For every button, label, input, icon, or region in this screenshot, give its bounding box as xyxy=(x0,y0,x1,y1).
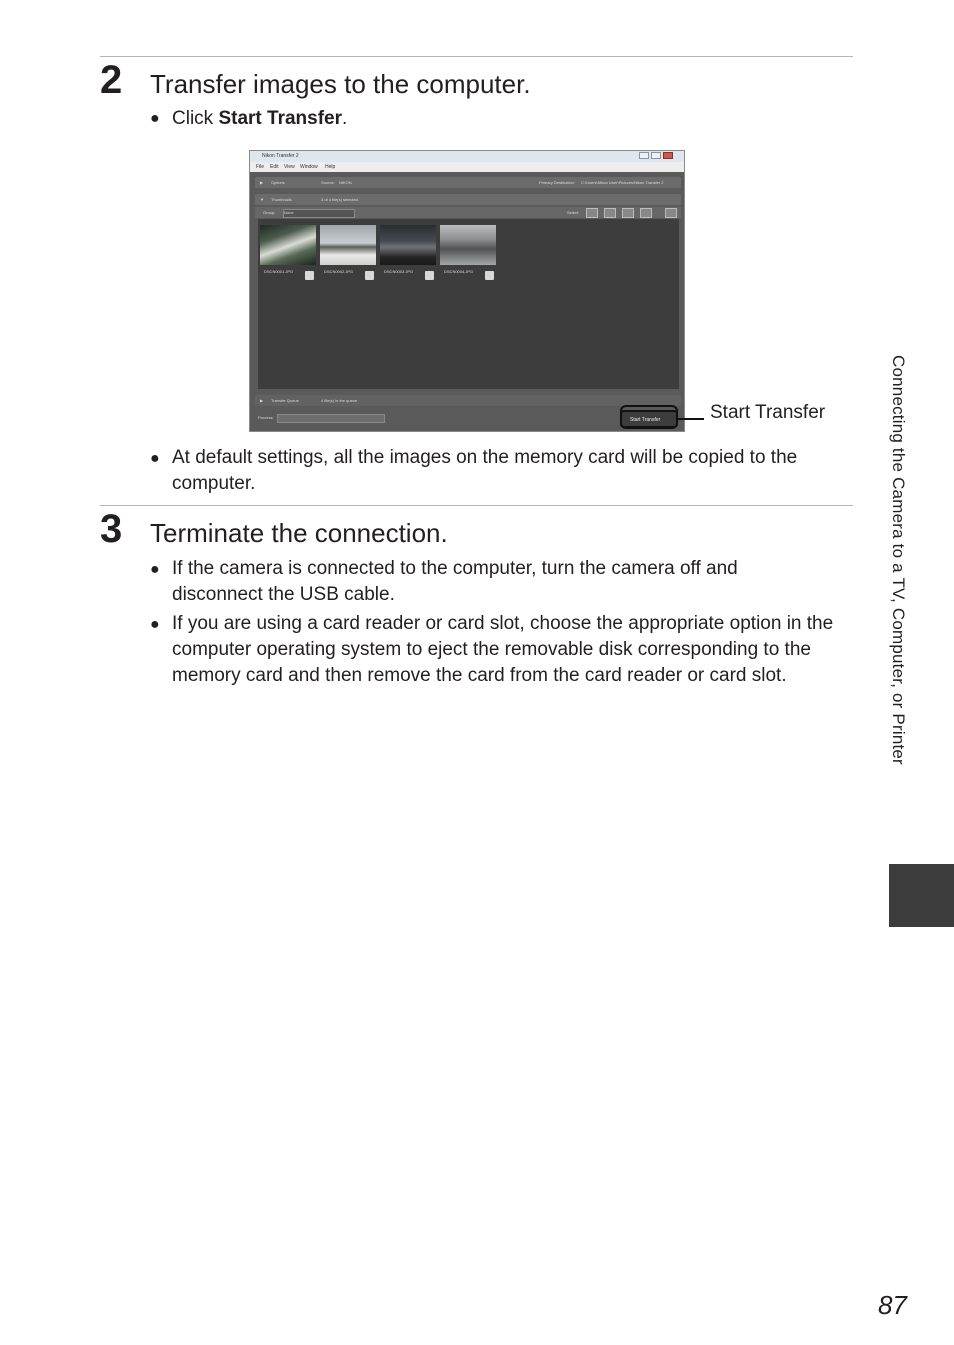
step-3-number: 3 xyxy=(100,507,123,551)
thumbnail-filename: DSCN0001.JPG xyxy=(264,269,294,274)
thumbnails-label: Thumbnails xyxy=(271,197,292,202)
side-tab-marker xyxy=(889,864,954,927)
window-title: Nikon Transfer 2 xyxy=(262,153,299,159)
selected-count: 3 of 4 file(s) selected xyxy=(321,197,358,202)
step-2-title: Transfer images to the computer. xyxy=(150,69,531,99)
thumbnail-item[interactable] xyxy=(380,225,436,274)
step-2-bullet-1: Click Start Transfer. xyxy=(172,108,348,129)
checkbox-checked-icon[interactable] xyxy=(485,271,494,280)
beach-photo xyxy=(320,225,376,265)
thumbnail-filename: DSCN0004.JPG xyxy=(444,269,474,274)
bullet-dot: ● xyxy=(150,110,160,127)
checkbox-checked-icon[interactable] xyxy=(425,271,434,280)
expand-arrow-icon: ▶ xyxy=(260,398,264,403)
expand-arrow-icon: ▶ xyxy=(260,180,264,185)
checkbox-checked-icon[interactable] xyxy=(365,271,374,280)
transfer-queue-bar[interactable] xyxy=(255,395,681,406)
bullet-dot: ● xyxy=(150,616,160,633)
select-all-icon[interactable] xyxy=(586,208,598,218)
step-3-bullet-2: If you are using a card reader or card slot, choose the appropriate option in the computer operating system to eject the removable disk corresponding to the memory card and then remove the card from the card reader or card slot. xyxy=(172,613,834,686)
start-transfer-button[interactable]: Start Transfer xyxy=(620,410,678,428)
menu-file[interactable]: File xyxy=(256,164,265,170)
deselect-icon[interactable] xyxy=(640,208,652,218)
callout-line xyxy=(678,418,704,420)
destination-value: C:\Users\Nikon User\Pictures\Nikon Transfer 2 xyxy=(581,180,664,185)
process-row xyxy=(255,409,681,427)
thumbnail-filename: DSCN0002.JPG xyxy=(324,269,354,274)
options-label: Options xyxy=(271,180,285,185)
queue-label: Transfer Queue xyxy=(271,398,299,403)
collapse-arrow-icon: ▼ xyxy=(260,197,264,202)
bullet-dot: ● xyxy=(150,450,160,467)
checkbox-checked-icon[interactable] xyxy=(305,271,314,280)
callout-label: Start Transfer xyxy=(710,402,826,423)
menu-help[interactable]: Help xyxy=(325,164,336,170)
menu-bar xyxy=(250,162,684,172)
top-rule xyxy=(100,56,853,57)
step-2-number: 2 xyxy=(100,58,123,102)
callout-highlight xyxy=(620,405,678,429)
group-toolbar xyxy=(255,207,681,218)
step-3-bullet-1: If the camera is connected to the computer, turn the camera off and disconnect the USB cable. xyxy=(172,558,738,605)
maximize-icon[interactable] xyxy=(651,152,661,159)
middle-rule xyxy=(100,505,853,506)
destination-label: Primary Destination: xyxy=(539,180,576,185)
waterfall-photo xyxy=(260,225,316,265)
options-panel-bar[interactable] xyxy=(255,177,681,188)
thumbnail-item[interactable] xyxy=(260,225,316,274)
step-2-bullet-2: At default settings, all the images on the memory card will be copied to the computer. xyxy=(172,447,798,494)
group-label: Group: xyxy=(263,210,276,215)
start-transfer-emphasis: Start Transfer xyxy=(218,108,342,129)
view-toggle-icon[interactable] xyxy=(665,208,677,218)
page-number: 87 xyxy=(878,1290,907,1320)
thumbnail-item[interactable] xyxy=(320,225,376,274)
source-label: Source: xyxy=(321,180,335,185)
thumbnail-filename: DSCN0003.JPG xyxy=(384,269,414,274)
step-3-title: Terminate the connection. xyxy=(150,518,448,548)
menu-window[interactable]: Window xyxy=(300,164,318,170)
select-new-icon[interactable] xyxy=(604,208,616,218)
house-photo xyxy=(380,225,436,265)
statue-photo xyxy=(440,225,496,265)
nikon-transfer-screenshot xyxy=(249,150,685,432)
window-titlebar xyxy=(250,151,684,162)
thumbnails-panel-bar[interactable] xyxy=(255,194,681,205)
queue-count: 4 file(s) in the queue xyxy=(321,398,358,403)
close-icon[interactable] xyxy=(663,152,673,159)
process-progress-bar xyxy=(277,414,385,423)
select-label: Select: xyxy=(567,210,580,215)
minimize-icon[interactable] xyxy=(639,152,649,159)
thumbnail-item[interactable] xyxy=(440,225,496,274)
menu-view[interactable]: View xyxy=(284,164,295,170)
source-value: NIKON xyxy=(339,180,352,185)
group-select[interactable]: None xyxy=(283,209,355,218)
select-protected-icon[interactable] xyxy=(622,208,634,218)
process-label: Process: xyxy=(258,415,274,420)
menu-edit[interactable]: Edit xyxy=(270,164,279,170)
bullet-dot: ● xyxy=(150,561,160,578)
